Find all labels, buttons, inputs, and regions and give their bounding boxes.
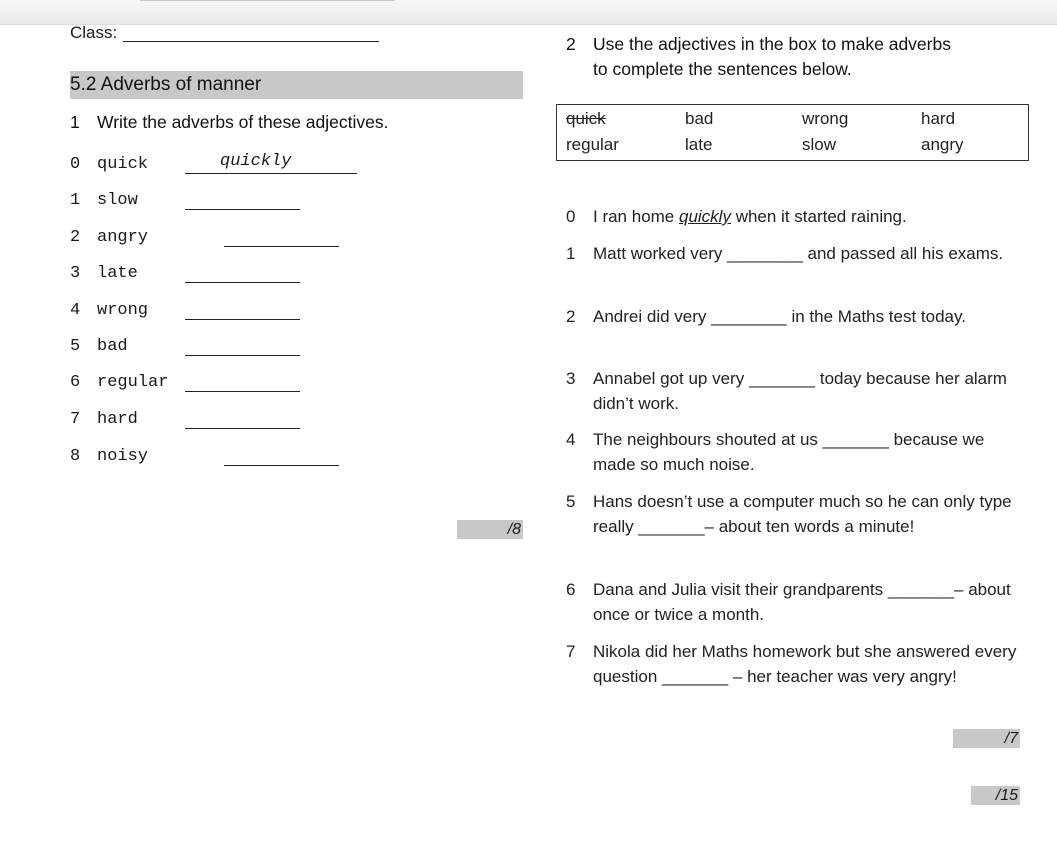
answer-line[interactable] — [185, 282, 300, 283]
total-score: /15 — [971, 786, 1020, 805]
answer-line[interactable] — [224, 465, 339, 466]
item-word: noisy — [97, 447, 149, 466]
sentence-item — [566, 304, 1026, 329]
sentence-text: Hans doesn’t use a computer much so he can only type really _______– about ten words a minute! — [593, 492, 1012, 536]
exercise1-heading — [70, 112, 389, 133]
item-number: 3 — [70, 264, 81, 283]
sentence-number: 4 — [566, 430, 576, 449]
section-title: 5.2 Adverbs of manner — [70, 71, 523, 99]
exercise2-instruction-line2: to complete the sentences below. — [593, 59, 852, 79]
box-word: slow — [802, 135, 837, 154]
sentence-text: Nikola did her Maths homework but she answered every question _______ – her teacher was very angry! — [593, 642, 1017, 686]
item-number: 1 — [70, 191, 81, 210]
exercise2-number: 2 — [566, 34, 576, 54]
class-blank[interactable] — [123, 27, 379, 42]
answer-line[interactable] — [185, 391, 300, 392]
class-field — [70, 23, 379, 43]
sentence-item — [566, 577, 1026, 627]
sentence-text: Dana and Julia visit their grandparents _______– about once or twice a month. — [593, 580, 1011, 624]
sentence-text: when it started raining. — [730, 207, 907, 226]
exercise2-instruction-line1: Use the adjectives in the box to make adverbs — [593, 34, 951, 54]
item-number: 5 — [70, 337, 81, 356]
example-answer: quickly — [679, 207, 731, 226]
class-label: Class: — [70, 23, 118, 42]
box-word: regular — [566, 135, 619, 154]
sentence-item — [566, 204, 1026, 229]
exercise2-score: /7 — [953, 729, 1020, 748]
sentence-number: 6 — [566, 580, 576, 599]
item-number: 6 — [70, 373, 81, 392]
sentence-number: 2 — [566, 307, 576, 326]
sentence-number: 5 — [566, 492, 576, 511]
answer-line[interactable] — [185, 319, 300, 320]
box-word: bad — [685, 109, 714, 128]
item-number: 7 — [70, 410, 81, 429]
item-number: 8 — [70, 447, 81, 466]
answer-line[interactable] — [185, 355, 300, 356]
answer-line[interactable] — [185, 428, 300, 429]
sentence-text: I ran home — [593, 207, 679, 226]
sentence-text: Andrei did very ________ in the Maths test today. — [593, 307, 966, 326]
sentence-number: 3 — [566, 369, 576, 388]
answer-line[interactable] — [185, 209, 300, 210]
item-word: angry — [97, 228, 149, 247]
sentence-text: The neighbours shouted at us _______ because we made so much noise. — [593, 430, 985, 474]
item-word: bad — [97, 337, 128, 356]
answer-line[interactable] — [224, 246, 339, 247]
box-word: quick — [566, 109, 606, 128]
box-word: angry — [921, 135, 964, 154]
answer-line — [185, 173, 357, 174]
item-number: 2 — [70, 228, 81, 247]
sentence-number: 0 — [566, 207, 576, 226]
item-word: quick — [97, 155, 149, 174]
sentence-item — [566, 241, 1026, 266]
box-word: wrong — [802, 109, 849, 128]
item-word: late — [97, 264, 138, 283]
exercise1-score: /8 — [457, 520, 523, 539]
sentence-item — [566, 639, 1026, 689]
sentence-item — [566, 489, 1026, 539]
item-word: wrong — [97, 301, 149, 320]
top-shade — [0, 0, 1057, 25]
exercise1-number: 1 — [70, 112, 80, 132]
item-number: 4 — [70, 301, 81, 320]
sentence-number: 7 — [566, 642, 576, 661]
exercise1-instruction: Write the adverbs of these adjectives. — [97, 112, 389, 132]
item-word: hard — [97, 410, 138, 429]
item-word: regular — [97, 373, 169, 392]
box-word: hard — [921, 109, 956, 128]
sentence-number: 1 — [566, 244, 576, 263]
sentence-text: Matt worked very ________ and passed all his exams. — [593, 244, 1004, 263]
sentence-item — [566, 427, 1026, 477]
sentence-text: Annabel got up very _______ today because her alarm didn’t work. — [593, 369, 1007, 413]
item-number: 0 — [70, 155, 81, 174]
example-answer: quickly — [220, 152, 292, 171]
box-word: late — [685, 135, 713, 154]
top-rule — [140, 0, 395, 1]
exercise2-heading — [566, 32, 951, 82]
word-box — [556, 104, 1029, 161]
item-word: slow — [97, 191, 138, 210]
sentence-item — [566, 366, 1026, 416]
